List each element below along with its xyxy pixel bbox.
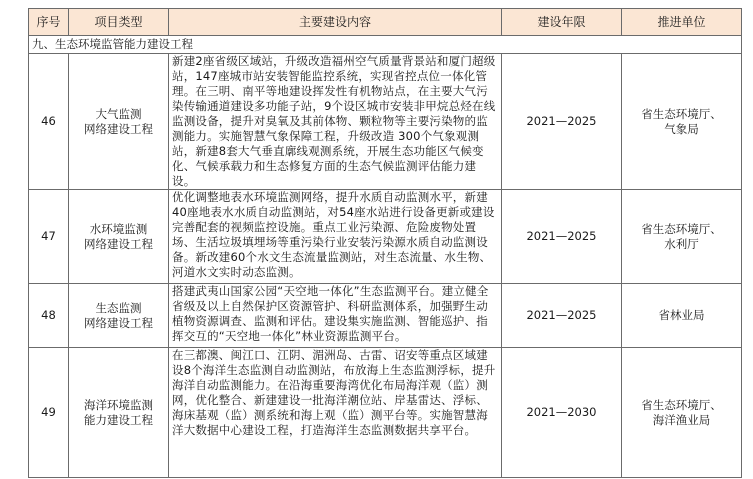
project-type-line: 网络建设工程 bbox=[84, 315, 153, 330]
responsible-unit-line: 省林业局 bbox=[658, 308, 705, 322]
header-main-content: 主要建设内容 bbox=[169, 9, 502, 36]
table-row bbox=[29, 284, 742, 348]
project-type-line: 生态监测 bbox=[95, 300, 142, 315]
construction-period: 2021—2025 bbox=[502, 284, 622, 348]
responsible-unit-line: 气象局 bbox=[664, 121, 699, 136]
project-type-line: 网络建设工程 bbox=[84, 236, 153, 251]
row-number: 46 bbox=[29, 54, 69, 190]
responsible-unit-line: 水利厅 bbox=[664, 236, 699, 251]
responsible-unit-line: 海洋渔业局 bbox=[652, 412, 711, 427]
header-number: 序号 bbox=[29, 9, 69, 36]
responsible-unit-line: 省生态环境厅、 bbox=[641, 221, 722, 236]
project-type bbox=[69, 348, 169, 478]
construction-period: 2021—2025 bbox=[502, 190, 622, 284]
project-type bbox=[69, 190, 169, 284]
row-number: 47 bbox=[29, 190, 69, 284]
row-number: 49 bbox=[29, 348, 69, 478]
table-header-row bbox=[29, 9, 742, 36]
table-row bbox=[29, 348, 742, 478]
main-content: 优化调整地表水环境监测网络，提升水质自动监测水平，新建40座地表水水质自动监测站，对54座水站进行设备更新或建设完善配套的视频监控设施。重点工业污染源、危险废物处置场、生活垃圾填埋场等重污染行业安装污染源水质自动监测设备。新改建60个水文生态流量监测站，对生态流量、水生物、河道水文实时动态监测。 bbox=[169, 190, 502, 284]
project-type bbox=[69, 284, 169, 348]
project-type bbox=[69, 54, 169, 190]
main-content: 新建2座省级区域站，升级改造福州空气质量背景站和厦门超级站，147座城市站安装智能监控系统，实现省控点位一体化管理。在三明、南平等地建设挥发性有机物站点，在主要大气污染传输通道建设多功能子站，9个设区城市安装非甲烷总烃在线监测设备，提升对臭氧及其前体物、颗粒物等主要污染物的监测能力。实施智慧气象保障工程，升级改造 300个气象观测站，新建8套大气垂直廓线观测系统，开展生态功能区气候变化、气候承载力和生态修复方面的生态气候监测评估能力建设。 bbox=[169, 54, 502, 190]
main-content: 搭建武夷山国家公园“天空地一体化”生态监测平台。建立健全省级及以上自然保护区资源管护、科研监测体系，加强野生动植物资源调查、监测和评估。建设集实施监测、智能巡护、指挥交互的“天空地一体化”林业资源监测平台。 bbox=[169, 284, 502, 348]
project-type-line: 能力建设工程 bbox=[84, 412, 153, 427]
project-type-line: 大气监测 bbox=[95, 106, 142, 121]
responsible-unit-line: 省生态环境厅、 bbox=[641, 397, 722, 412]
table-row bbox=[29, 190, 742, 284]
responsible-unit bbox=[622, 284, 742, 348]
header-construction-period: 建设年限 bbox=[502, 9, 622, 36]
main-content: 在三都澳、闽江口、江阴、湄洲岛、古雷、诏安等重点区域建设8个海洋生态监测自动监测站，布放海上生态监测浮标，提升海洋自动监测能力。在沿海重要海湾优化布局海洋观（监）测网，优化整合、新建建设一批海洋潮位站、岸基雷达、浮标、海床基观（监）测系统和海上观（监）测平台等。实施智慧海洋大数据中心建设工程，打造海洋生态监测数据共享平台。 bbox=[169, 348, 502, 478]
responsible-unit-line: 省生态环境厅、 bbox=[641, 106, 722, 121]
construction-period: 2021—2025 bbox=[502, 54, 622, 190]
table-row bbox=[29, 54, 742, 190]
header-project-type: 项目类型 bbox=[69, 9, 169, 36]
section-row bbox=[29, 36, 742, 54]
project-type-line: 网络建设工程 bbox=[84, 121, 153, 136]
section-title: 九、生态环境监管能力建设工程 bbox=[29, 36, 742, 54]
construction-period: 2021—2030 bbox=[502, 348, 622, 478]
responsible-unit bbox=[622, 190, 742, 284]
construction-projects-table bbox=[28, 8, 742, 478]
project-type-line: 海洋环境监测 bbox=[84, 397, 153, 412]
responsible-unit bbox=[622, 348, 742, 478]
project-type-line: 水环境监测 bbox=[89, 221, 148, 236]
header-responsible-unit: 推进单位 bbox=[622, 9, 742, 36]
responsible-unit bbox=[622, 54, 742, 190]
row-number: 48 bbox=[29, 284, 69, 348]
